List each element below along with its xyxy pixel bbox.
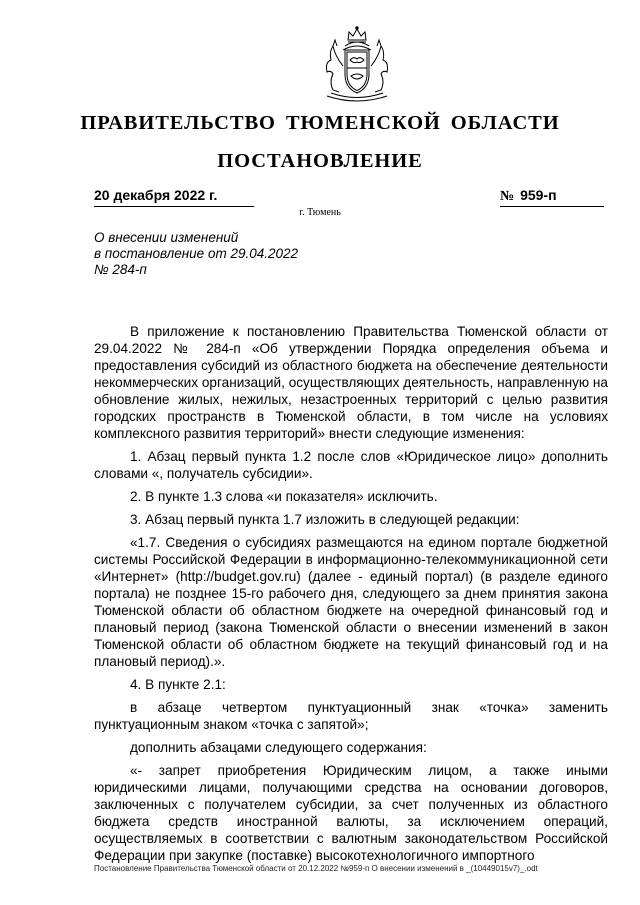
document-subject — [94, 230, 298, 278]
document-number: 959-п — [520, 187, 557, 203]
subject-line: О внесении изменений — [94, 230, 239, 245]
body-paragraph: в абзаце четвертом пунктуационный знак «точка» заменить пунктуационным знаком «точка с запятой»; — [94, 700, 608, 732]
body-paragraph: дополнить абзацами следующего содержания: — [130, 740, 427, 755]
body-paragraph: «- запрет приобретения Юридическим лицом, а также иными юридическими лицами, получающими средства на основании договоров, заключенных с получателем субсидии, за счет полученных из областного бюджета средств иностранной валюты, за исключением операций, осуществляемых в соответствии с валютным законодательством Российской Федерации при закупке (поставке) высокотехнологичного импортного — [94, 763, 608, 863]
body-paragraph: 4. В пункте 2.1: — [130, 677, 226, 692]
subject-line: в постановление от 29.04.2022 — [94, 246, 299, 261]
body-paragraph: 3. Абзац первый пункта 1.7 изложить в следующей редакции: — [130, 512, 520, 527]
tyumen-coat-of-arms-icon — [313, 26, 401, 106]
subject-line: № 284-п — [94, 262, 147, 277]
document-type: ПОСТАНОВЛЕНИЕ — [217, 150, 423, 172]
government-title: ПРАВИТЕЛЬСТВО ТЮМЕНСКОЙ ОБЛАСТИ — [80, 112, 560, 134]
body-paragraph: «1.7. Сведения о субсидиях размещаются на едином портале бюджетной системы Российской Федерации в информационно-телекоммуникационной сети «Интернет» (http://budget.gov.ru) (далее - единый портал) (в разделе единого портала) не позднее 15-го рабочего дня, следующего за днем принятия закона Тюменской области об областном бюджете на очередной финансовый год и плановый период (закона Тюменской области о внесении изменений в закон Тюменской области об областном бюджете на текущий финансовый год и на плановый период).». — [94, 535, 608, 669]
number-sign: № — [500, 189, 515, 204]
document-body — [94, 323, 608, 870]
body-paragraph: 1. Абзац первый пункта 1.2 после слов «Юридическое лицо» дополнить словами «, получатель субсидии». — [94, 449, 608, 481]
city: г. Тюмень — [299, 207, 341, 218]
body-paragraph: 2. В пункте 1.3 слова «и показателя» исключить. — [130, 489, 438, 504]
document-date: 20 декабря 2022 г. — [94, 186, 254, 207]
document-number-field — [500, 186, 604, 207]
body-paragraph: В приложение к постановлению Правительства Тюменской области от 29.04.2022 № 284-п «Об утверждении Порядка определения объема и предоставления субсидий из областного бюджета на обеспечение деятельности некоммерческих организаций, осуществляющих деятельность, направленную на обновление жилых, нежилых, незастроенных территорий с целью развития городских пространств в Тюменской области, в том числе на условиях комплексного развития территорий» внести следующие изменения: — [94, 324, 608, 441]
document-footer: Постановление Правительства Тюменской области от 20.12.2022 №959-п О внесении изменений в _(10449015v7)_.odt — [94, 864, 538, 873]
